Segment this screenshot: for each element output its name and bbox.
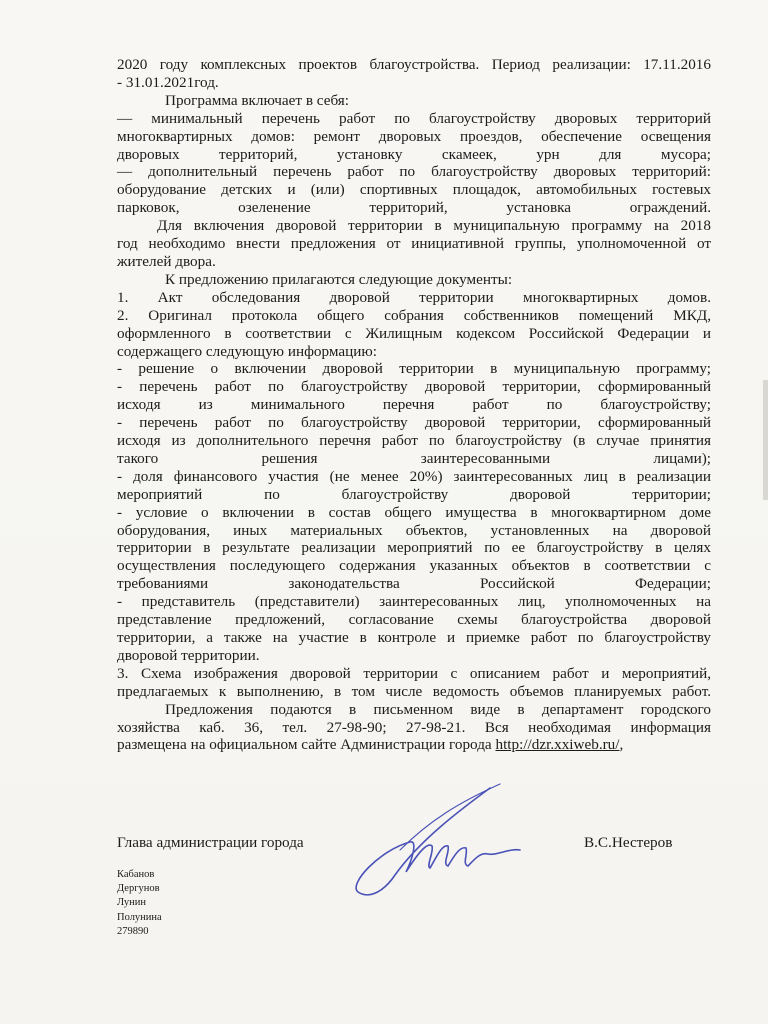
- line-text: год необходимо внести предложения от инициативной группы, уполномоченной от: [117, 235, 711, 253]
- text-line: [117, 593, 711, 611]
- executors-list: [117, 868, 162, 939]
- line-text: - перечень работ по благоустройству дворовой территории, сформированный: [117, 378, 711, 396]
- text-line: [117, 504, 711, 522]
- line-text: парковок, озеленение территорий, установка ограждений.: [117, 199, 711, 217]
- line-tail: ,: [619, 736, 624, 754]
- text-line: [117, 253, 711, 271]
- document-body: [117, 56, 711, 754]
- text-line: [117, 701, 711, 719]
- line-text: мероприятий по благоустройству дворовой территории;: [117, 485, 711, 503]
- text-line: [117, 378, 711, 396]
- executor-entry: Дергунов: [117, 883, 160, 895]
- scan-edge: [763, 380, 768, 500]
- line-text: такого решения заинтересованными лицами);: [117, 449, 711, 467]
- text-line: [117, 74, 711, 92]
- line-text: Программа включает в себя:: [165, 91, 350, 109]
- text-line: [117, 271, 711, 289]
- text-line: [117, 360, 711, 378]
- text-line: [117, 665, 711, 683]
- website-link[interactable]: http://dzr.xxiweb.ru/: [495, 736, 620, 754]
- executor-entry: Полунина: [117, 911, 162, 923]
- line-text: К предложению прилагаются следующие документы:: [165, 270, 513, 288]
- line-text: дворовых территорий, установку скамеек, урн для мусора;: [117, 145, 711, 163]
- text-line: [117, 736, 711, 754]
- line-text: — минимальный перечень работ по благоустройству дворовых территорий: [117, 109, 711, 127]
- text-line: [117, 629, 711, 647]
- text-line: [117, 289, 711, 307]
- line-text: оформленного в соответствии с Жилищным кодексом Российской Федерации и: [117, 324, 711, 342]
- text-line: [117, 719, 711, 737]
- line-text: требованиями законодательства Российской Федерации;: [117, 575, 711, 593]
- executor-entry: 279890: [117, 925, 149, 937]
- line-text: содержащего следующую информацию:: [117, 342, 377, 360]
- line-text: исходя из дополнительного перечня работ по благоустройству (в случае принятия: [117, 432, 711, 450]
- line-text: - доля финансового участия (не менее 20%) заинтересованных лиц в реализации: [117, 467, 711, 485]
- text-line: [117, 647, 711, 665]
- line-text: 3. Схема изображения дворовой территории с описанием работ и мероприятий,: [117, 664, 711, 682]
- text-line: [117, 92, 711, 110]
- text-line: [117, 163, 711, 181]
- signatory-position: Глава администрации города: [117, 834, 304, 851]
- line-text: представление предложений, согласование схемы благоустройства дворовой: [117, 611, 711, 629]
- line-text: жителей двора.: [117, 252, 216, 270]
- text-line: [117, 486, 711, 504]
- line-text: — дополнительный перечень работ по благоустройству дворовых территорий:: [117, 163, 711, 181]
- executor-entry: Кабанов: [117, 869, 155, 880]
- line-text: исходя из минимального перечня работ по благоустройству;: [117, 396, 711, 414]
- line-text: хозяйства каб. 36, тел. 27-98-90; 27-98-21. Вся необходимая информация: [117, 718, 711, 736]
- line-text: 1. Акт обследования дворовой территории многоквартирных домов.: [117, 288, 711, 306]
- text-line: [117, 307, 711, 325]
- text-line: [117, 325, 711, 343]
- line-text: Предложения подаются в письменном виде в департамент городского: [165, 700, 711, 718]
- text-line: [117, 199, 711, 217]
- line-text: территории, а также на участие в контроле и приемке работ по благоустройству: [117, 629, 711, 646]
- text-line: [117, 396, 711, 414]
- text-line: [117, 557, 711, 575]
- text-line: [117, 468, 711, 486]
- text-line: [117, 343, 711, 361]
- line-text: - решение о включении дворовой территории в муниципальную программу;: [117, 360, 711, 378]
- text-line: [117, 110, 711, 128]
- text-line: [117, 575, 711, 593]
- line-text: Для включения дворовой территории в муниципальную программу на 2018: [157, 217, 711, 235]
- line-text: оборудование детских и (или) спортивных площадок, автомобильных гостевых: [117, 181, 711, 199]
- line-text: 2. Оригинал протокола общего собрания собственников помещений МКД,: [117, 306, 711, 324]
- executor-entry: Лунин: [117, 897, 146, 909]
- line-text: предлагаемых к выполнению, в том числе ведомость объемов планируемых работ.: [117, 682, 711, 700]
- line-text: - условие о включении в состав общего имущества в многоквартирном доме: [117, 503, 711, 521]
- handwritten-signature: [340, 780, 540, 910]
- text-line: [117, 611, 711, 629]
- text-line: [117, 217, 711, 235]
- text-line: [117, 539, 711, 557]
- line-text: 2020 году комплексных проектов благоустройства. Период реализации: 17.11.2016: [117, 56, 711, 73]
- line-text: территории в результате реализации мероприятий по ее благоустройству в целях: [117, 539, 711, 557]
- text-line: [117, 235, 711, 253]
- line-text: - перечень работ по благоустройству дворовой территории, сформированный: [117, 414, 711, 432]
- text-line: [117, 146, 711, 164]
- line-text: - 31.01.2021год.: [117, 73, 219, 91]
- text-line: [117, 181, 711, 199]
- line-text: многоквартирных домов: ремонт дворовых проездов, обеспечение освещения: [117, 127, 711, 145]
- line-text: дворовой территории.: [117, 646, 260, 664]
- text-line: [117, 522, 711, 540]
- text-line: [117, 56, 711, 74]
- signatory-name: В.С.Нестеров: [584, 834, 673, 851]
- text-line: [117, 432, 711, 450]
- line-text: оборудования, иных материальных объектов, установленных на дворовой: [117, 521, 711, 539]
- text-line: [117, 128, 711, 146]
- text-line: [117, 683, 711, 701]
- text-line: [117, 414, 711, 432]
- line-text: - представитель (представители) заинтересованных лиц, уполномоченных на: [117, 593, 711, 611]
- line-text: размещена на официальном сайте Администрации города: [117, 736, 492, 754]
- line-text: осуществления последующего содержания указанных объектов в соответствии с: [117, 557, 711, 575]
- text-line: [117, 450, 711, 468]
